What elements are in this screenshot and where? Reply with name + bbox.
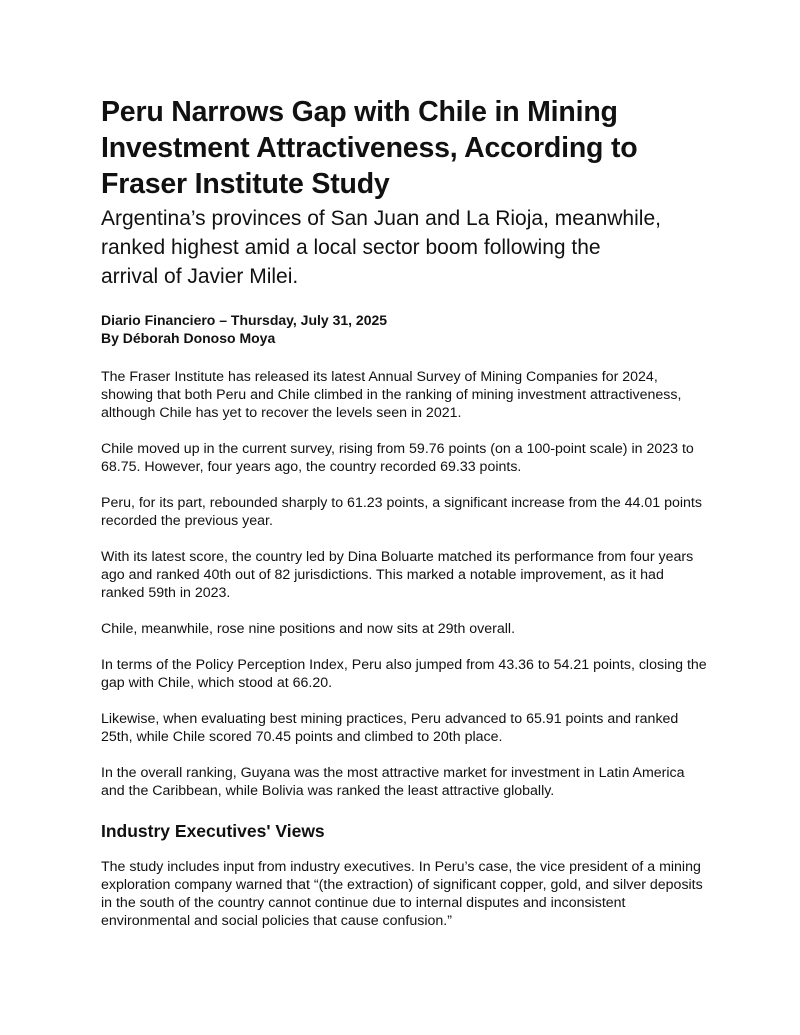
article-headline: Peru Narrows Gap with Chile in Mining Investment Attractiveness, According to Fraser Institute Study (101, 96, 638, 200)
article (101, 94, 711, 930)
section-heading: Industry Executives' Views (101, 821, 325, 841)
body-paragraph: Likewise, when evaluating best mining practices, Peru advanced to 65.91 points and ranked 25th, while Chile scored 70.45 points and climbed to 20th place. (101, 711, 679, 745)
article-subheadline: Argentina’s provinces of San Juan and La Rioja, meanwhile, ranked highest amid a local sector boom following the arrival of Javier Milei. (101, 207, 661, 288)
body-paragraph: In terms of the Policy Perception Index, Peru also jumped from 43.36 to 54.21 points, closing the gap with Chile, which stood at 66.20. (101, 657, 707, 691)
section-paragraph: The study includes input from industry executives. In Peru’s case, the vice president of a mining exploration company warned that “(the extraction) of significant copper, gold, and silver deposits in the south of the country cannot continue due to internal disputes and inconsistent environmental and social policies that cause confusion.” (101, 859, 703, 929)
body-paragraph: In the overall ranking, Guyana was the most attractive market for investment in Latin America and the Caribbean, while Bolivia was ranked the least attractive globally. (101, 765, 685, 799)
author-line: By Déborah Donoso Moya (101, 330, 276, 346)
body-paragraph: Chile, meanwhile, rose nine positions and now sits at 29th overall. (101, 621, 516, 637)
body-paragraph: The Fraser Institute has released its latest Annual Survey of Mining Companies for 2024, showing that both Peru and Chile climbed in the ranking of mining investment attractiveness, although Chile has yet to recover the levels seen in 2021. (101, 369, 682, 421)
body-paragraph: With its latest score, the country led by Dina Boluarte matched its performance from four years ago and ranked 40th out of 82 jurisdictions. This marked a notable improvement, as it had ranked 59th in 2023. (101, 549, 694, 601)
byline (101, 311, 711, 347)
source-date-line: Diario Financiero – Thursday, July 31, 2025 (101, 312, 388, 328)
body-paragraph: Chile moved up in the current survey, rising from 59.76 points (on a 100-point scale) in 2023 to 68.75. However, four years ago, the country recorded 69.33 points. (101, 441, 694, 475)
body-paragraph: Peru, for its part, rebounded sharply to 61.23 points, a significant increase from the 44.01 points recorded the previous year. (101, 495, 702, 529)
